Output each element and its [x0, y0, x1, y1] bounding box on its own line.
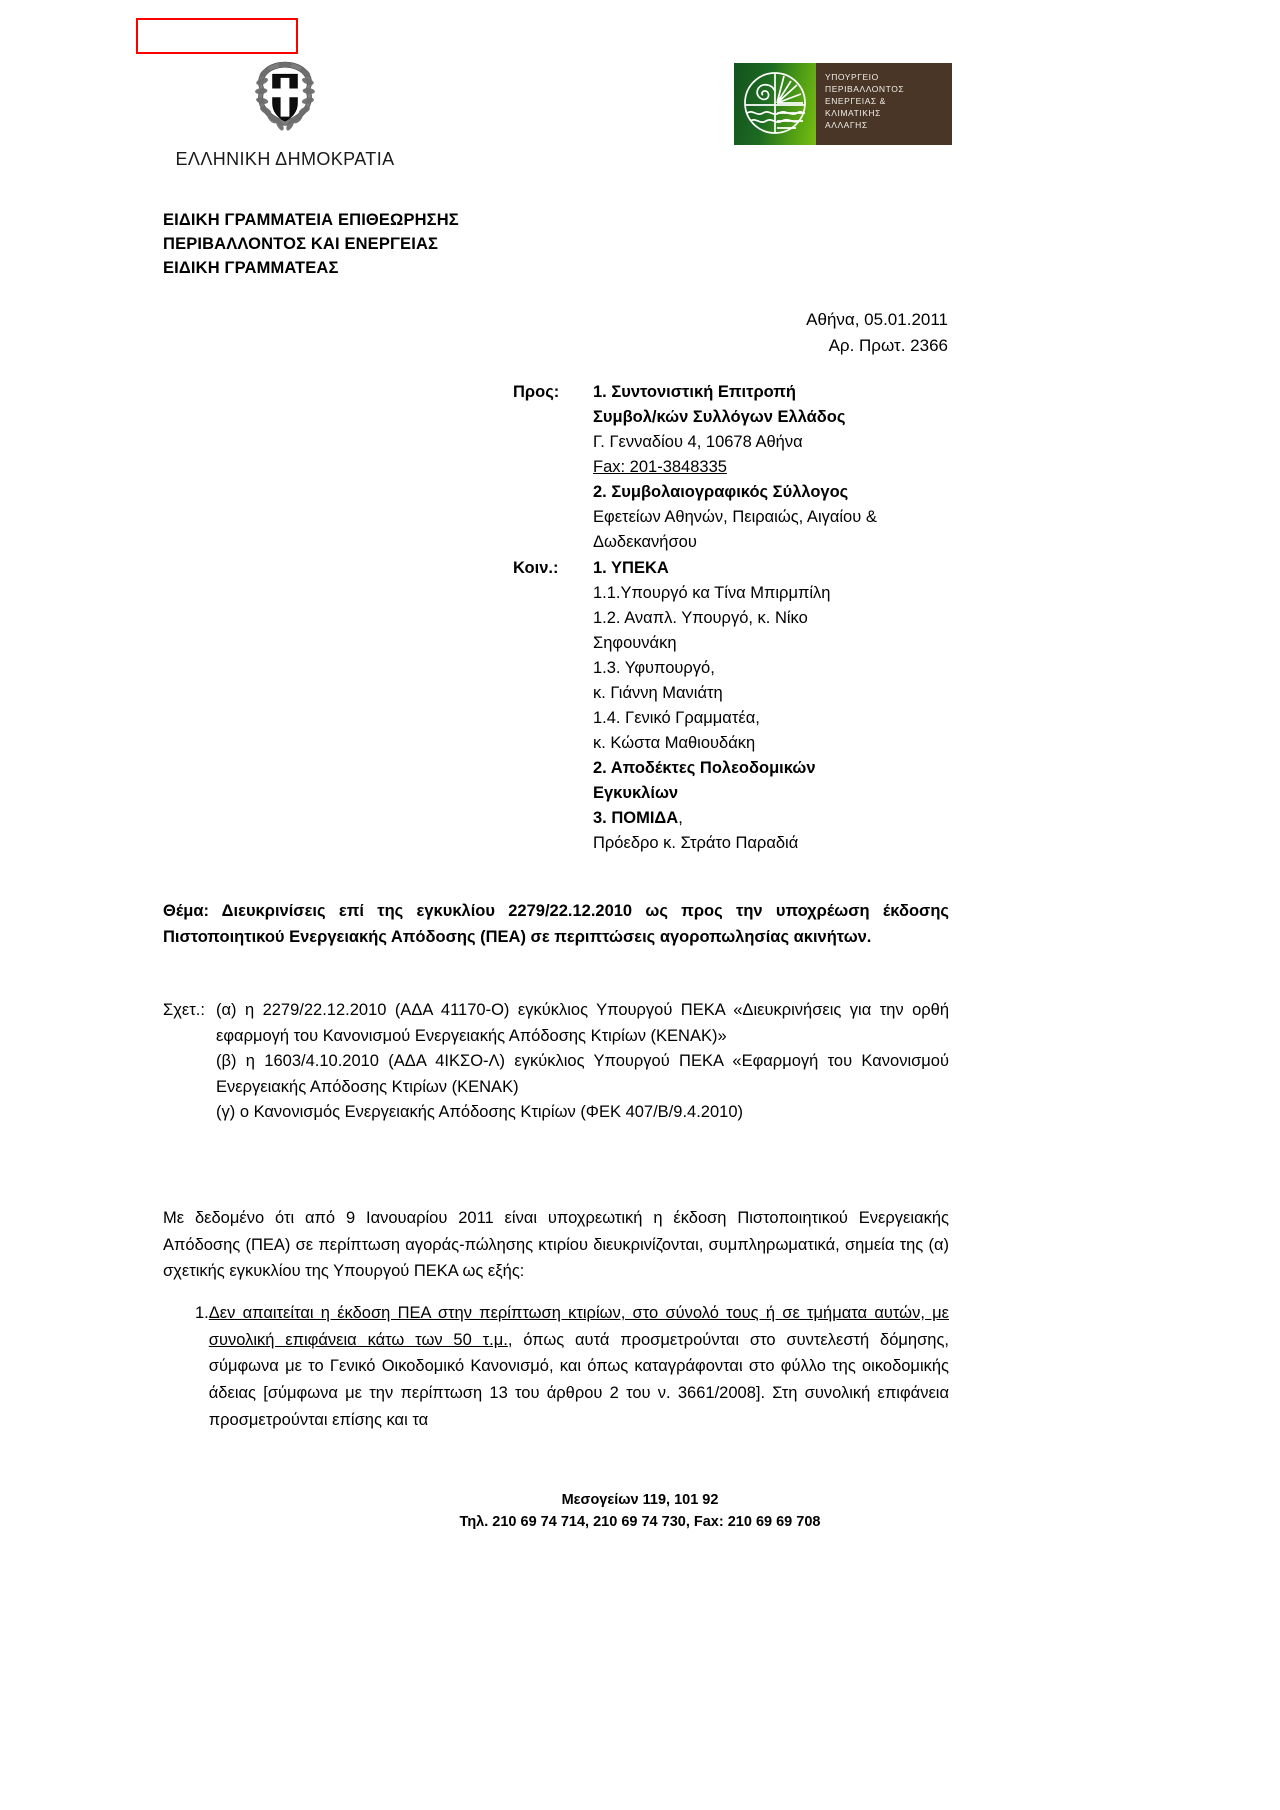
secretariat-line-3: ΕΙΔΙΚΗ ΓΡΑΜΜΑΤΕΑΣ [163, 259, 339, 278]
cc-body [593, 556, 983, 857]
ministry-name-panel [816, 63, 952, 145]
ministry-line-4: ΚΛΙΜΑΤΙΚΗΣ [825, 108, 881, 119]
body-item-1-underlined: Δεν απαιτείται η έκδοση ΠΕΑ στην περίπτωση κτιρίων, στο σύνολό τους ή σε τμήματα αυτών, με συνολική επιφάνεια κάτω των 50 τ.μ. [208, 1304, 949, 1349]
cc-item2-title-a: 2. Αποδέκτες Πολεοδομικών [593, 759, 816, 778]
secretariat-heading [163, 208, 459, 280]
to-item1-title2: Συμβολ/κών Συλλόγων Ελλάδος [593, 408, 846, 427]
ministry-line-2: ΠΕΡΙΒΑΛΛΟΝΤΟΣ [825, 84, 905, 95]
date-protocol-block [600, 307, 948, 358]
reference-item-b: (β) η 1603/4.10.2010 (ΑΔΑ 4ΙΚΣΟ-Λ) εγκύκλιος Υπουργού ΠΕΚΑ «Εφαρμογή του Κανονισμού Ενεργειακής Απόδοσης Κτιρίων (ΚΕΝΑΚ) [216, 1052, 949, 1096]
to-item2-title: 2. Συμβολαιογραφικός Σύλλογος [593, 483, 849, 502]
body-item-1-number: 1. [195, 1304, 209, 1322]
hellenic-republic-label: ΕΛΛΗΝΙΚΗ ΔΗΜΟΚΡΑΤΙΑ [175, 149, 395, 169]
cc-item2-title-b: Εγκυκλίων [593, 784, 679, 803]
footer-address: Μεσογείων 119, 101 92 [561, 1492, 719, 1508]
to-item1-address: Γ. Γενναδίου 4, 10678 Αθήνα [593, 433, 803, 452]
references-block [163, 998, 949, 1126]
greek-coat-of-arms-icon [241, 55, 329, 143]
references-label: Σχετ.: [163, 1001, 205, 1019]
body-item-1-text [209, 1300, 949, 1434]
cc-item1-sub3a: 1.3. Υφυπουργό, [593, 658, 715, 677]
red-annotation-box [136, 18, 298, 54]
protocol-number: Αρ. Πρωτ. 2366 [828, 335, 948, 355]
subject-line: Θέμα: Διευκρινίσεις επί της εγκυκλίου 2279/22.12.2010 ως προς την υποχρέωση έκδοσης Πιστοποιητικού Ενεργειακής Απόδοσης (ΠΕΑ) σε περιπτώσεις αγοροπωλησίας ακινήτων. [163, 902, 949, 947]
to-label: Προς: [513, 383, 560, 401]
ministry-line-1: ΥΠΟΥΡΓΕΙΟ [825, 72, 879, 82]
cc-item1-sub2a: 1.2. Αναπλ. Υπουργό, κ. Νίκο [593, 608, 808, 627]
body-item-list [163, 1300, 949, 1434]
ministry-logo [733, 62, 953, 146]
cc-item1-sub1: 1.1.Υπουργό κα Τίνα Μπιρμπίλη [593, 583, 831, 602]
cc-item1-sub2b: Σηφουνάκη [593, 633, 677, 652]
cc-item3-sub: Πρόεδρο κ. Στράτο Παραδιά [593, 834, 799, 853]
reference-item-c: (γ) ο Κανονισμός Ενεργειακής Απόδοσης Κτιρίων (ΦΕΚ 407/Β/9.4.2010) [216, 1103, 743, 1122]
ministry-line-3: ΕΝΕΡΓΕΙΑΣ & [825, 96, 886, 107]
reference-item-a: (α) η 2279/22.12.2010 (ΑΔΑ 41170-Ο) εγκύκλιος Υπουργού ΠΕΚΑ «Διευκρινήσεις για την ορθή εφαρμογή του Κανονισμού Ενεργειακής Απόδοσης Κτιρίων (ΚΕΝΑΚ)» [216, 1001, 949, 1045]
document-footer [0, 1489, 1280, 1534]
to-item2-line2: Δωδεκανήσου [593, 533, 697, 552]
body-item-1 [163, 1300, 949, 1434]
cc-item1-sub4a: 1.4. Γενικό Γραμματέα, [593, 709, 760, 728]
secretariat-line-1: ΕΙΔΙΚΗ ΓΡΑΜΜΑΤΕΙΑ ΕΠΙΘΕΩΡΗΣΗΣ [163, 211, 459, 229]
cc-item3-comma: , [678, 809, 683, 828]
to-item1-title: 1. Συντονιστική Επιτροπή [593, 383, 796, 401]
ministry-line-5: ΑΛΛΑΓΗΣ [825, 120, 868, 131]
body-item-1-rest: , όπως αυτά προσμετρούνται στο συντελεστή δόμησης, σύμφωνα με το Γενικό Οικοδομικό Κανονισμό, και όπως καταγράφονται στο φύλλο της οικοδομικής άδειας [σύμφωνα με την περίπτωση 13 του άρθρου 2 του ν. 3661/2008]. Στη συνολική επιφάνεια προσμετρούνται επίσης και τα [208, 1330, 949, 1429]
cc-row [513, 556, 983, 857]
cc-item3-line [593, 806, 983, 831]
footer-contact: Τηλ. 210 69 74 714, 210 69 74 730, Fax: 210 69 69 708 [459, 1514, 821, 1531]
secretariat-line-2: ΠΕΡΙΒΑΛΛΟΝΤΟΣ ΚΑΙ ΕΝΕΡΓΕΙΑΣ [163, 235, 439, 254]
references-body [216, 998, 949, 1126]
cc-item1-sub4b: κ. Κώστα Μαθιουδάκη [593, 734, 756, 753]
place-date: Αθήνα, 05.01.2011 [806, 310, 948, 329]
cc-item1-title: 1. ΥΠΕΚΑ [593, 558, 669, 577]
to-item1-fax: Fax: 201-3848335 [593, 458, 727, 477]
to-body [593, 380, 983, 556]
body-intro-paragraph: Με δεδομένο ότι από 9 Ιανουαρίου 2011 είναι υποχρεωτική η έκδοση Πιστοποιητικού Ενεργειακής Απόδοσης (ΠΕΑ) σε περίπτωση αγοράς-πώλησης κτιρίου διευκρινίζονται, συμπληρωματικά, σημεία της (α) σχετικής εγκυκλίου της Υπουργού ΠΕΚΑ ως εξής: [163, 1209, 949, 1281]
cc-item3-title: 3. ΠΟΜΙΔΑ [593, 809, 679, 828]
hellenic-republic-block [155, 55, 415, 170]
ypeka-emblem-icon [734, 63, 816, 145]
to-item2-line1: Εφετείων Αθηνών, Πειραιώς, Αιγαίου & [593, 508, 877, 527]
cc-label: Κοιν.: [513, 558, 559, 577]
recipients-block [513, 380, 983, 856]
to-row [513, 380, 983, 556]
document-header [0, 55, 1280, 180]
cc-item1-sub3b: κ. Γιάννη Μανιάτη [593, 683, 723, 702]
